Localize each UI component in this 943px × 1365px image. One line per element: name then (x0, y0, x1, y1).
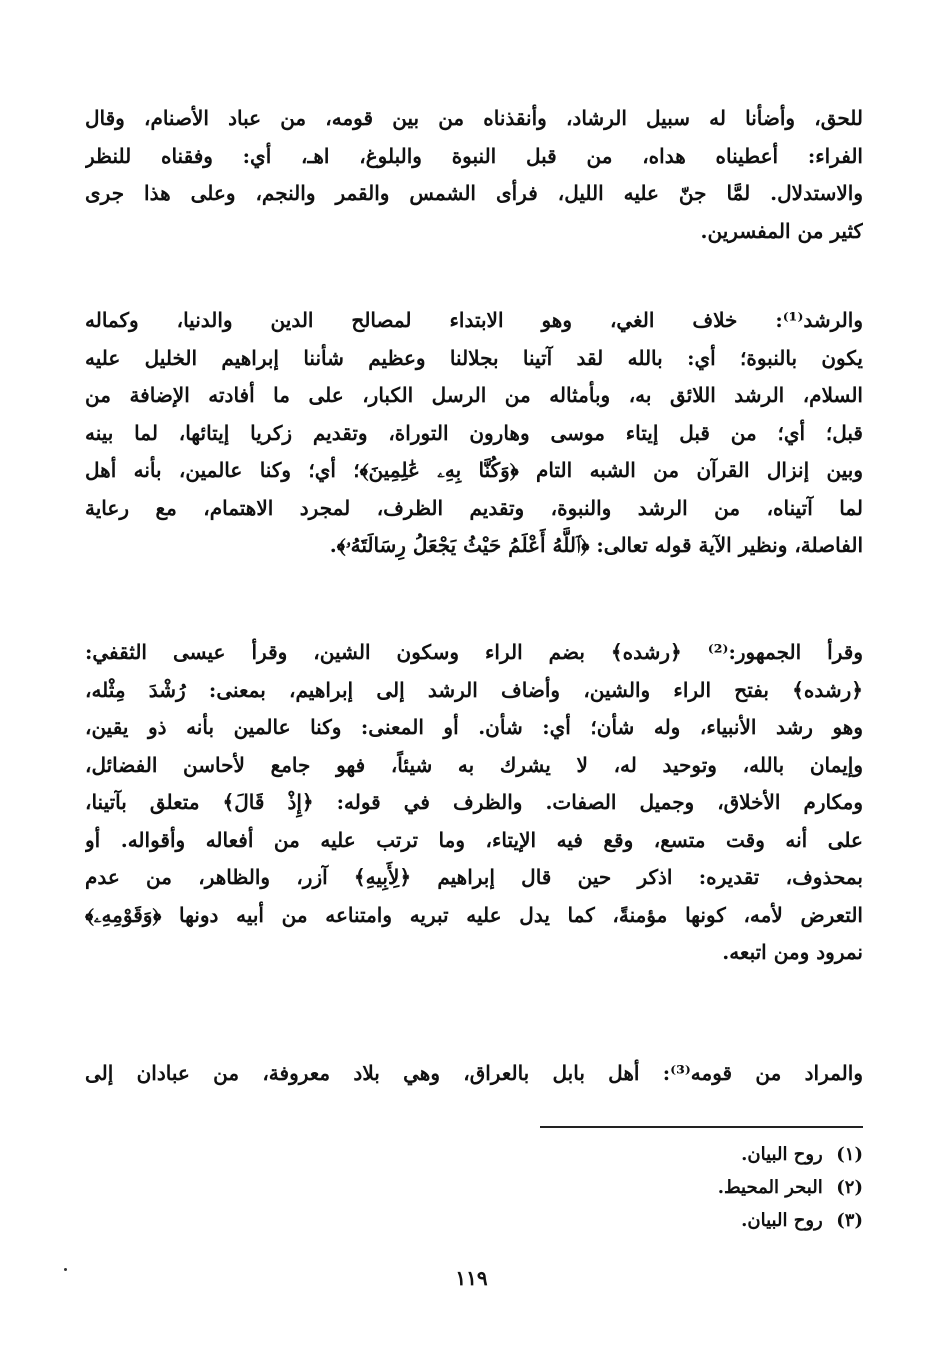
text-line: يكون بالنبوة؛ أي: بالله لقد آتينا بجلالنا وعظيم شأننا إبراهيم الخليل عليه (85, 345, 863, 370)
scan-speck (64, 1268, 67, 1271)
footnote-text: روح البيان. (741, 1210, 823, 1231)
text-line: نمرود ومن اتبعه. (722, 940, 863, 964)
footnote-number: (١) (836, 1144, 863, 1165)
text-line: كثير من المفسرين. (700, 218, 863, 243)
paragraph-4 (85, 1055, 863, 1093)
text-line: وهو رشد الأنبياء، وله شأن؛ أي: شأن. أو المعنى: وكنا عالمين بأنه ذو يقين، (85, 715, 863, 739)
text-line: ﴿رشده﴾ بفتح الراء والشين، وأضاف الرشد إلى إبراهيم، بمعنى: رُشْدَ مِثْله، (85, 677, 863, 702)
text-line: الفاصلة، ونظير الآية قوله تعالى: ﴿ٱللَّهُ أَعْلَمُ حَيْثُ يَجْعَلُ رِسَالَتَهُۥ﴾. (329, 533, 863, 557)
text-line: وإيمان بالله، وتوحيد له، لا يشرك به شيئاً، فهو جامع لأحاسن الفضائل، (85, 752, 863, 777)
text-line: التعرض لأمه، كونها مؤمنةً، كما يدل عليه تبريه وامتناعه من أبيه دونها ﴿وَقَوْمِهِۦ﴾ (85, 902, 863, 927)
text-line: ومكارم الأخلاق، وجميل الصفات. والظرف في قوله: ﴿إِذْ قَالَ﴾ متعلق بآتينا، (85, 790, 863, 814)
paragraph-3 (85, 634, 863, 972)
page-number: ١١٩ (455, 1266, 488, 1290)
footnote-number: (٣) (836, 1210, 863, 1231)
paragraph-1 (85, 100, 863, 250)
footnote-separator (540, 1126, 863, 1128)
footnotes (560, 1138, 863, 1237)
text-line: قبل؛ أي؛ من قبل إيتاء موسى وهارون التوراة، وتقديم زكريا إيتائها، لما بينه (85, 420, 863, 445)
text-line: بمحذوف، تقديره: اذكر حين قال إبراهيم ﴿لِأَبِيهِ﴾ آزر، والظاهر، من عدم (85, 865, 863, 889)
text-line: لما آتيناه، من الرشد والنبوة، وتقديم الظرف، لمجرد الاهتمام، مع رعاية (85, 495, 863, 520)
paragraph-2 (85, 302, 863, 565)
text-line: وقرأ الجمهور:⁽²⁾ ﴿رشده﴾ بضم الراء وسكون الشين، وقرأ عيسى الثقفي: (85, 640, 863, 664)
footnote-2 (560, 1171, 863, 1204)
text-line: والاستدلال. لمَّا جنّ عليه الليل، فرأى الشمس والقمر والنجم، وعلى هذا جرى (85, 181, 863, 205)
footnote-number: (٢) (836, 1177, 863, 1198)
text-line: السلام، الرشد اللائق به، وبأمثاله من الرسل الكبار، على ما أفادته الإضافة من (85, 383, 863, 407)
footnote-3 (560, 1204, 863, 1237)
text-line: على أنه وقت متسع، وقع فيه الإيتاء، وما ترتب عليه من أفعاله وأقواله. أو (85, 827, 863, 852)
footnote-1 (560, 1138, 863, 1171)
footnote-text: روح البيان. (741, 1144, 823, 1165)
text-line: وبين إنزال القرآن من الشبه التام ﴿وَكُنَّا بِهِۦ عَٰلِمِينَ﴾؛ أي؛ وكنا عالمين، بأنه أهل (85, 458, 863, 482)
footnote-text: البحر المحيط. (717, 1177, 823, 1198)
text-line: والمراد من قومه⁽³⁾: أهل بابل بالعراق، وهي بلاد معروفة، من عبادان إلى (85, 1061, 863, 1085)
text-line: والرشد⁽¹⁾: خلاف الغي، وهو الابتداء لمصالح الدين والدنيا، وكماله (85, 308, 863, 332)
text-line: الفراء: أعطيناه هداه، من قبل النبوة والبلوغ، اهـ، أي: وفقناه للنظر (85, 143, 863, 168)
text-line: للحق، وأضأنا له سبيل الرشاد، وأنقذناه من بين قومه، من عباد الأصنام، وقال (85, 106, 863, 130)
